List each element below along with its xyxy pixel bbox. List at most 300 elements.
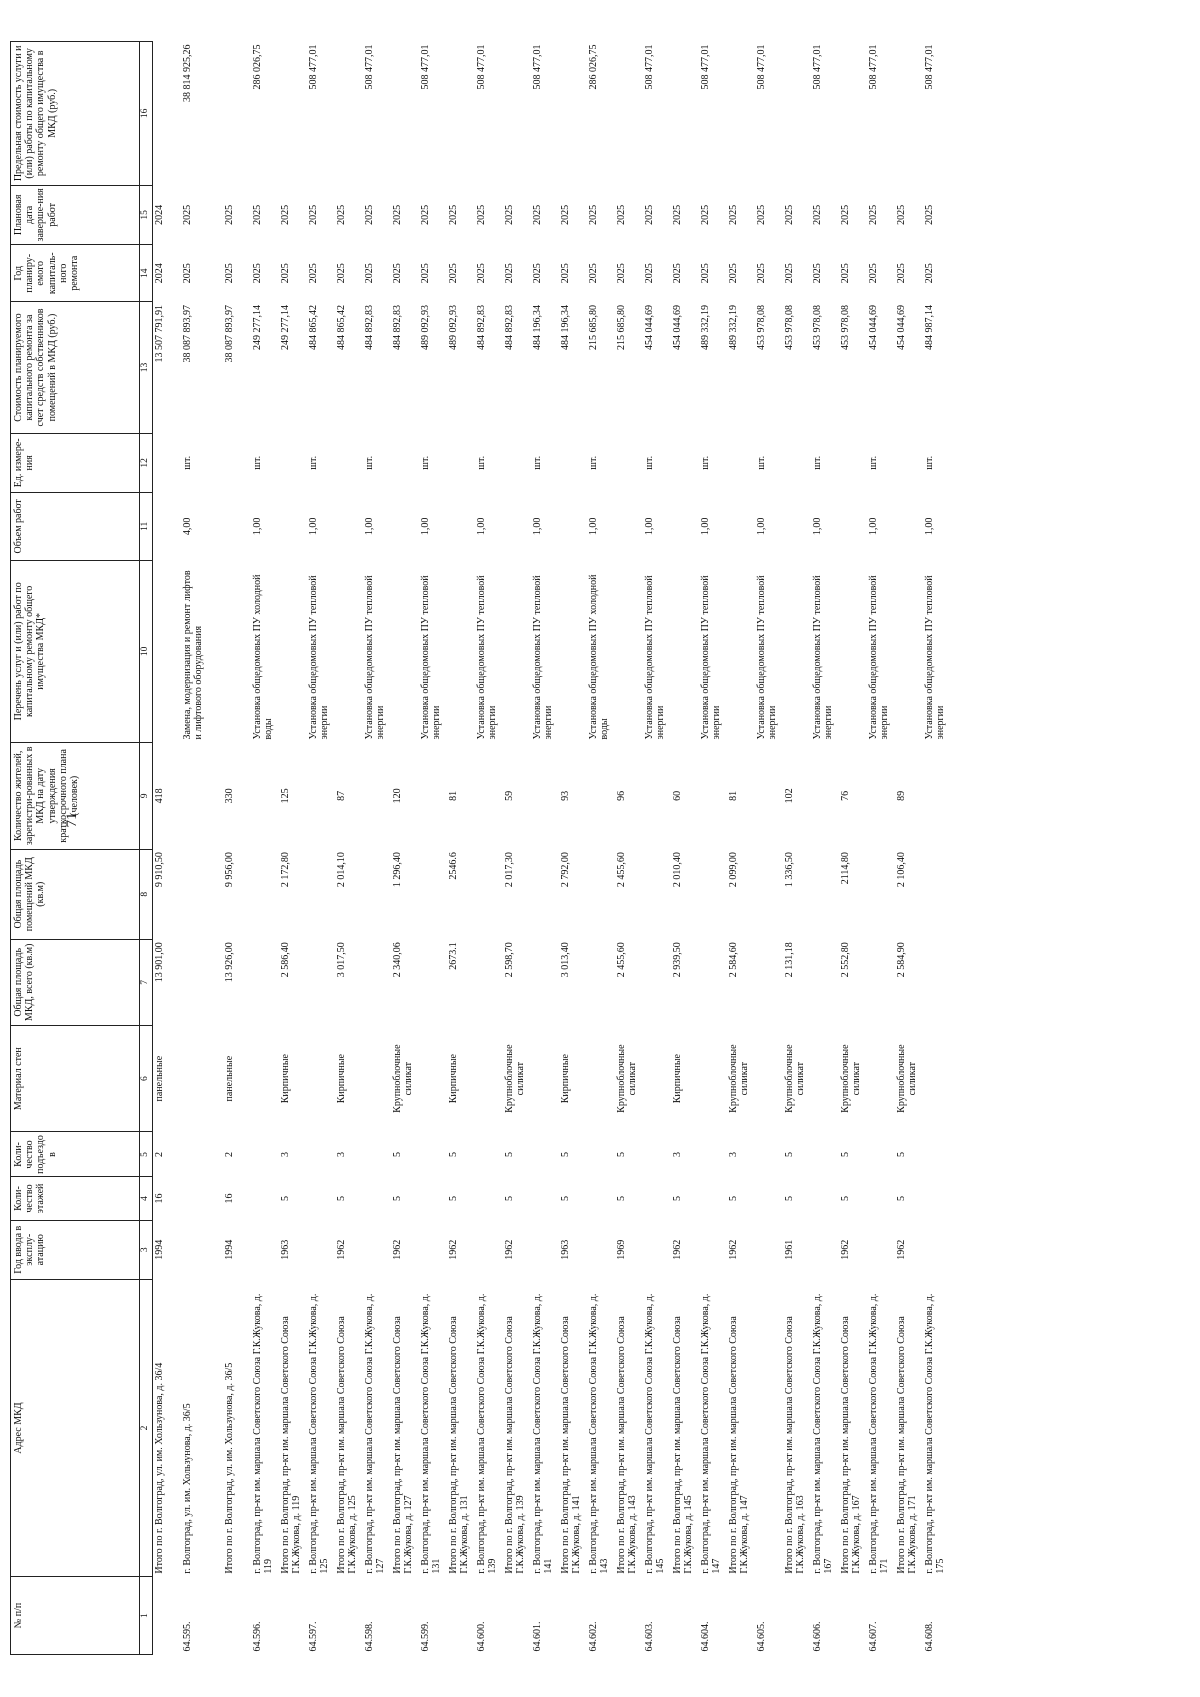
premises-area-cell: 2114,80 [840, 852, 851, 885]
total-area-cell [811, 939, 839, 1025]
work-type-cell: Установка общедомовых ПУ тепловой энергии [532, 575, 555, 740]
table-row [587, 42, 615, 1655]
max-cost-cell [279, 42, 307, 186]
table-row [811, 42, 839, 1655]
premises-area-cell: 2 106,40 [896, 852, 907, 888]
completion-date-cell: 2025 [868, 204, 879, 225]
work-volume-cell: 1,00 [644, 517, 655, 536]
commission-year-cell [867, 1220, 895, 1279]
floors-cell [363, 1177, 391, 1220]
premises-area-cell [363, 849, 391, 939]
floors-cell [643, 1177, 671, 1220]
entrances-cell: 5 [560, 1151, 571, 1157]
wall-material-cell: Крупноблочные силикат [392, 1044, 415, 1113]
table-row [615, 42, 643, 1655]
entrances-cell [307, 1132, 335, 1177]
wall-material-cell [923, 1025, 951, 1132]
column-number: 7 [140, 939, 153, 1025]
work-type-cell: Установка общедомовых ПУ холодной воды [252, 574, 275, 740]
max-cost-cell [153, 42, 182, 186]
table-row [391, 42, 419, 1655]
owner-cost-cell: 453 978,08 [756, 304, 767, 350]
total-area-cell [755, 939, 783, 1025]
row-number-cell [153, 1577, 182, 1655]
column-number: 13 [140, 302, 153, 433]
work-type-cell: Замена, модернизация и ремонт лифтов и лифтового оборудования [182, 570, 205, 740]
completion-date-cell: 2025 [182, 204, 193, 225]
table-row [531, 42, 559, 1655]
entrances-cell [419, 1132, 447, 1177]
max-cost-cell [839, 42, 867, 186]
column-number: 6 [140, 1025, 153, 1132]
address-cell: Итого по г. Волгоград, пр-кт им. маршала Советского Союза Г.К.Жукова, д. 167 [840, 1316, 863, 1574]
row-number-cell [895, 1577, 923, 1655]
residents-cell [699, 743, 727, 850]
premises-area-cell: 2 455,60 [616, 852, 627, 888]
header-cell: Общая площадь МКД, всего (кв.м) [11, 939, 140, 1025]
row-number-cell [503, 1577, 531, 1655]
commission-year-cell: 1962 [672, 1239, 683, 1260]
commission-year-cell: 1962 [840, 1239, 851, 1260]
commission-year-cell [923, 1220, 951, 1279]
floors-cell [475, 1177, 503, 1220]
wall-material-cell [307, 1025, 335, 1132]
owner-cost-cell: 453 978,08 [812, 304, 823, 350]
address-cell: г. Волгоград, пр-кт им. маршала Советского Союза Г.К.Жукова, д. 141 [532, 1293, 555, 1574]
work-type-cell [839, 560, 867, 742]
completion-date-cell: 2025 [784, 204, 795, 225]
address-cell: г. Волгоград, пр-кт им. маршала Советского Союза Г.К.Жукова, д. 171 [868, 1293, 891, 1574]
work-volume-cell [783, 493, 811, 561]
capital-repair-table [10, 41, 951, 1655]
premises-area-cell: 2 172,80 [280, 852, 291, 888]
row-number-cell [559, 1577, 587, 1655]
repair-year-cell: 2025 [308, 263, 319, 284]
table-row [839, 42, 867, 1655]
header-cell: Коли-чество подъездо в [11, 1132, 140, 1177]
address-cell: г. Волгоград, пр-кт им. маршала Советского Союза Г.К.Жукова, д. 131 [420, 1293, 443, 1574]
completion-date-cell: 2025 [700, 204, 711, 225]
row-number-cell [615, 1577, 643, 1655]
work-type-cell: Установка общедомовых ПУ тепловой энергии [364, 575, 387, 740]
table-row [867, 42, 895, 1655]
address-cell: Итого по г. Волгоград, ул. им. Хользунова, д. 36/5 [224, 1362, 235, 1574]
max-cost-cell [503, 42, 531, 186]
column-number: 14 [140, 245, 153, 302]
table-row [755, 42, 783, 1655]
address-cell: Итого по г. Волгоград, пр-кт им. маршала Советского Союза Г.К.Жукова, д. 147 [728, 1316, 751, 1574]
repair-year-cell: 2025 [504, 263, 515, 284]
unit-cell [727, 433, 755, 492]
table-row [419, 42, 447, 1655]
address-cell: г. Волгоград, пр-кт им. маршала Советского Союза Г.К.Жукова, д. 175 [924, 1293, 947, 1574]
wall-material-cell [867, 1025, 895, 1132]
floors-cell: 16 [154, 1193, 165, 1204]
work-volume-cell: 1,00 [868, 517, 879, 536]
commission-year-cell: 1994 [224, 1239, 235, 1260]
column-number: 12 [140, 433, 153, 492]
work-type-cell [279, 560, 307, 742]
total-area-cell: 2 598,70 [504, 942, 515, 978]
completion-date-cell: 2025 [812, 204, 823, 225]
premises-area-cell: 2 010,40 [672, 852, 683, 888]
owner-cost-cell: 249 277,14 [280, 304, 291, 350]
total-area-cell: 2 455,60 [616, 942, 627, 978]
repair-year-cell: 2025 [392, 263, 403, 284]
repair-year-cell: 2025 [448, 263, 459, 284]
commission-year-cell [251, 1220, 279, 1279]
floors-cell [755, 1177, 783, 1220]
work-volume-cell [559, 493, 587, 561]
work-volume-cell: 4,00 [182, 517, 193, 536]
work-volume-cell [279, 493, 307, 561]
repair-year-cell: 2025 [672, 263, 683, 284]
work-type-cell [783, 560, 811, 742]
work-type-cell: Установка общедомовых ПУ тепловой энергии [308, 575, 331, 740]
unit-cell [223, 433, 251, 492]
total-area-cell: 13 926,00 [224, 942, 235, 983]
floors-cell: 5 [448, 1196, 459, 1202]
table-row [559, 42, 587, 1655]
header-cell: Общая площадь помещений МКД (кв.м) [11, 849, 140, 939]
owner-cost-cell: 484 892,83 [364, 304, 375, 350]
max-cost-cell: 508 477,01 [644, 44, 655, 90]
wall-material-cell: Крупноблочные силикат [504, 1044, 527, 1113]
entrances-cell: 3 [336, 1151, 347, 1157]
residents-cell [181, 743, 223, 850]
total-area-cell: 2 586,40 [280, 942, 291, 978]
floors-cell [307, 1177, 335, 1220]
unit-cell [615, 433, 643, 492]
wall-material-cell: панельные [154, 1055, 165, 1102]
unit-cell [783, 433, 811, 492]
work-type-cell [559, 560, 587, 742]
floors-cell [251, 1177, 279, 1220]
entrances-cell: 2 [154, 1151, 165, 1157]
work-volume-cell: 1,00 [308, 517, 319, 536]
premises-area-cell: 1 336,50 [784, 852, 795, 888]
entrances-cell [699, 1132, 727, 1177]
unit-cell [839, 433, 867, 492]
total-area-cell [307, 939, 335, 1025]
entrances-cell: 5 [448, 1151, 459, 1157]
repair-year-cell: 2025 [644, 263, 655, 284]
column-number: 9 [140, 743, 153, 850]
row-number-cell: 64.606. [812, 1621, 823, 1652]
table-row [727, 42, 755, 1655]
residents-cell: 102 [784, 788, 795, 804]
max-cost-cell [727, 42, 755, 186]
owner-cost-cell: 453 978,08 [784, 304, 795, 350]
commission-year-cell [307, 1220, 335, 1279]
total-area-cell [475, 939, 503, 1025]
unit-cell [447, 433, 475, 492]
unit-cell: шт. [420, 455, 431, 470]
work-volume-cell [391, 493, 419, 561]
table-row [307, 42, 335, 1655]
header-cell: Предельная стоимость услуги и (или) работы по капитальному ремонту общего имущества в МКД (руб.) [11, 42, 140, 186]
completion-date-cell: 2025 [308, 204, 319, 225]
residents-cell: 89 [896, 790, 907, 801]
max-cost-cell: 508 477,01 [868, 44, 879, 90]
max-cost-cell [671, 42, 699, 186]
total-area-cell: 2 552,80 [840, 942, 851, 978]
column-number: 11 [140, 493, 153, 561]
total-area-cell: 3 013,40 [560, 942, 571, 978]
commission-year-cell [531, 1220, 559, 1279]
address-cell: Итого по г. Волгоград, пр-кт им. маршала Советского Союза Г.К.Жукова, д. 131 [448, 1316, 471, 1574]
wall-material-cell: Кирпичные [448, 1054, 459, 1104]
address-cell: г. Волгоград, пр-кт им. маршала Советского Союза Г.К.Жукова, д. 139 [476, 1293, 499, 1574]
work-type-cell: Установка общедомовых ПУ тепловой энергии [812, 575, 835, 740]
residents-cell: 96 [616, 790, 627, 801]
work-volume-cell [223, 493, 251, 561]
entrances-cell: 5 [504, 1151, 515, 1157]
work-type-cell [447, 560, 475, 742]
total-area-cell [181, 939, 223, 1025]
table-row [223, 42, 251, 1655]
column-number: 3 [140, 1220, 153, 1279]
address-cell: Итого по г. Волгоград, пр-кт им. маршала Советского Союза Г.К.Жукова, д. 139 [504, 1316, 527, 1574]
completion-date-cell: 2024 [154, 204, 165, 225]
address-cell: Итого по г. Волгоград, пр-кт им. маршала Советского Союза Г.К.Жукова, д. 171 [896, 1316, 919, 1574]
completion-date-cell: 2025 [448, 204, 459, 225]
work-type-cell [153, 560, 182, 742]
address-cell: Итого по г. Волгоград, пр-кт им. маршала Советского Союза Г.К.Жукова, д. 163 [784, 1316, 807, 1574]
row-number-cell [335, 1577, 363, 1655]
unit-cell [335, 433, 363, 492]
max-cost-cell: 508 477,01 [364, 44, 375, 90]
table-row [699, 42, 727, 1655]
total-area-cell [923, 939, 951, 1025]
commission-year-cell: 1962 [336, 1239, 347, 1260]
total-area-cell [363, 939, 391, 1025]
owner-cost-cell: 484 892,83 [476, 304, 487, 350]
max-cost-cell: 508 477,01 [812, 44, 823, 90]
table-row [251, 42, 279, 1655]
column-number: 8 [140, 849, 153, 939]
column-number-row [140, 42, 153, 1655]
table-row [923, 42, 951, 1655]
wall-material-cell [363, 1025, 391, 1132]
floors-cell: 5 [336, 1196, 347, 1202]
header-cell: Год планиру-емого капиталь-ного ремонта [11, 245, 140, 302]
wall-material-cell: Крупноблочные силикат [728, 1044, 751, 1113]
unit-cell [671, 433, 699, 492]
completion-date-cell: 2025 [728, 204, 739, 225]
row-number-cell [223, 1577, 251, 1655]
owner-cost-cell: 489 092,93 [420, 304, 431, 350]
residents-cell [587, 743, 615, 850]
row-number-cell: 64.599. [420, 1621, 431, 1652]
column-number: 16 [140, 42, 153, 186]
row-number-cell: 64.596. [252, 1621, 263, 1652]
repair-year-cell: 2025 [560, 263, 571, 284]
wall-material-cell: Крупноблочные силикат [616, 1044, 639, 1113]
total-area-cell: 2 131,18 [784, 942, 795, 978]
unit-cell [391, 433, 419, 492]
unit-cell [279, 433, 307, 492]
repair-year-cell: 2025 [756, 263, 767, 284]
premises-area-cell [587, 849, 615, 939]
header-cell: Материал стен [11, 1025, 140, 1132]
total-area-cell: 2673.1 [448, 942, 459, 970]
total-area-cell: 2 939,50 [672, 942, 683, 978]
floors-cell [587, 1177, 615, 1220]
repair-year-cell: 2025 [840, 263, 851, 284]
table-row [895, 42, 923, 1655]
row-number-cell [783, 1577, 811, 1655]
residents-cell: 93 [560, 790, 571, 801]
address-cell: г. Волгоград, ул. им. Хользунова, д. 36/5 [182, 1403, 193, 1574]
unit-cell: шт. [812, 455, 823, 470]
completion-date-cell: 2025 [560, 204, 571, 225]
repair-year-cell: 2025 [252, 263, 263, 284]
work-volume-cell: 1,00 [252, 517, 263, 536]
residents-cell: 120 [392, 788, 403, 804]
entrances-cell: 5 [840, 1151, 851, 1157]
floors-cell: 5 [672, 1196, 683, 1202]
owner-cost-cell: 454 044,69 [868, 304, 879, 350]
row-number-cell [671, 1577, 699, 1655]
total-area-cell: 13 901,00 [154, 942, 165, 983]
premises-area-cell: 2 014,10 [336, 852, 347, 888]
residents-cell [251, 743, 279, 850]
repair-year-cell: 2025 [532, 263, 543, 284]
work-volume-cell [615, 493, 643, 561]
premises-area-cell [811, 849, 839, 939]
wall-material-cell [587, 1025, 615, 1132]
column-number: 4 [140, 1177, 153, 1220]
residents-cell [923, 743, 951, 850]
repair-year-cell: 2025 [784, 263, 795, 284]
residents-cell [419, 743, 447, 850]
repair-year-cell: 2024 [154, 263, 165, 284]
table-row [643, 42, 671, 1655]
completion-date-cell: 2025 [644, 204, 655, 225]
unit-cell: шт. [532, 455, 543, 470]
commission-year-cell: 1962 [896, 1239, 907, 1260]
entrances-cell: 2 [224, 1151, 235, 1157]
max-cost-cell: 286 026,75 [252, 44, 263, 90]
work-volume-cell: 1,00 [476, 517, 487, 536]
owner-cost-cell: 489 332,19 [728, 304, 739, 350]
header-cell: Количество жителей, зарегистри-рованных в МКД на дату утверждения краткосрочного плана (человек) [11, 743, 140, 850]
completion-date-cell: 2025 [476, 204, 487, 225]
premises-area-cell [755, 849, 783, 939]
work-volume-cell [335, 493, 363, 561]
entrances-cell [755, 1132, 783, 1177]
header-row [11, 42, 140, 1655]
residents-cell [475, 743, 503, 850]
wall-material-cell: Кирпичные [280, 1054, 291, 1104]
max-cost-cell: 508 477,01 [420, 44, 431, 90]
floors-cell: 5 [280, 1196, 291, 1202]
floors-cell [699, 1177, 727, 1220]
work-type-cell [615, 560, 643, 742]
completion-date-cell: 2025 [924, 204, 935, 225]
max-cost-cell [447, 42, 475, 186]
repair-year-cell: 2025 [868, 263, 879, 284]
wall-material-cell [643, 1025, 671, 1132]
row-number-cell: 64.600. [476, 1621, 487, 1652]
premises-area-cell [867, 849, 895, 939]
column-number: 15 [140, 185, 153, 244]
unit-cell: шт. [364, 455, 375, 470]
row-number-cell: 64.597. [308, 1621, 319, 1652]
commission-year-cell: 1961 [784, 1239, 795, 1260]
row-number-cell: 64.608. [924, 1621, 935, 1652]
total-area-cell [419, 939, 447, 1025]
floors-cell [181, 1177, 223, 1220]
max-cost-cell [335, 42, 363, 186]
row-number-cell [727, 1577, 755, 1655]
column-number: 2 [140, 1279, 153, 1576]
address-cell: г. Волгоград, пр-кт им. маршала Советского Союза Г.К.Жукова, д. 145 [644, 1293, 667, 1574]
work-volume-cell [153, 493, 182, 561]
address-cell: Итого по г. Волгоград, пр-кт им. маршала Советского Союза Г.К.Жукова, д. 125 [336, 1316, 359, 1574]
address-cell: Итого по г. Волгоград, пр-кт им. маршала Советского Союза Г.К.Жукова, д. 145 [672, 1316, 695, 1574]
row-number-cell [279, 1577, 307, 1655]
work-type-cell: Установка общедомовых ПУ тепловой энергии [756, 575, 779, 740]
row-number-cell: 64.604. [700, 1621, 711, 1652]
column-number: 1 [140, 1577, 153, 1655]
row-number-cell: 64.607. [868, 1621, 879, 1652]
total-area-cell: 2 340,06 [392, 942, 403, 978]
floors-cell [867, 1177, 895, 1220]
premises-area-cell [181, 849, 223, 939]
total-area-cell [251, 939, 279, 1025]
floors-cell: 5 [728, 1196, 739, 1202]
floors-cell: 16 [224, 1193, 235, 1204]
repair-year-cell: 2025 [420, 263, 431, 284]
premises-area-cell [307, 849, 335, 939]
unit-cell: шт. [308, 455, 319, 470]
commission-year-cell: 1962 [448, 1239, 459, 1260]
premises-area-cell [699, 849, 727, 939]
completion-date-cell: 2025 [420, 204, 431, 225]
table-row [335, 42, 363, 1655]
floors-cell: 5 [784, 1196, 795, 1202]
column-number: 10 [140, 560, 153, 742]
total-area-cell [699, 939, 727, 1025]
repair-year-cell: 2025 [182, 263, 193, 284]
max-cost-cell: 38 814 925,26 [182, 44, 193, 102]
entrances-cell [867, 1132, 895, 1177]
entrances-cell [181, 1132, 223, 1177]
max-cost-cell: 508 477,01 [700, 44, 711, 90]
repair-year-cell: 2025 [336, 263, 347, 284]
commission-year-cell [755, 1220, 783, 1279]
premises-area-cell: 2 792,00 [560, 852, 571, 888]
work-type-cell: Установка общедомовых ПУ холодной воды [588, 574, 611, 740]
owner-cost-cell: 215 685,80 [616, 304, 627, 350]
entrances-cell: 5 [784, 1151, 795, 1157]
owner-cost-cell: 484 196,34 [560, 304, 571, 350]
work-type-cell [391, 560, 419, 742]
floors-cell: 5 [560, 1196, 571, 1202]
owner-cost-cell: 38 087 893,97 [224, 304, 235, 363]
premises-area-cell [475, 849, 503, 939]
repair-year-cell: 2025 [224, 263, 235, 284]
completion-date-cell: 2025 [336, 204, 347, 225]
owner-cost-cell: 249 277,14 [252, 304, 263, 350]
owner-cost-cell: 453 978,08 [840, 304, 851, 350]
table-row [153, 42, 182, 1655]
total-area-cell [643, 939, 671, 1025]
wall-material-cell: Крупноблочные силикат [784, 1044, 807, 1113]
residents-cell: 418 [154, 788, 165, 804]
